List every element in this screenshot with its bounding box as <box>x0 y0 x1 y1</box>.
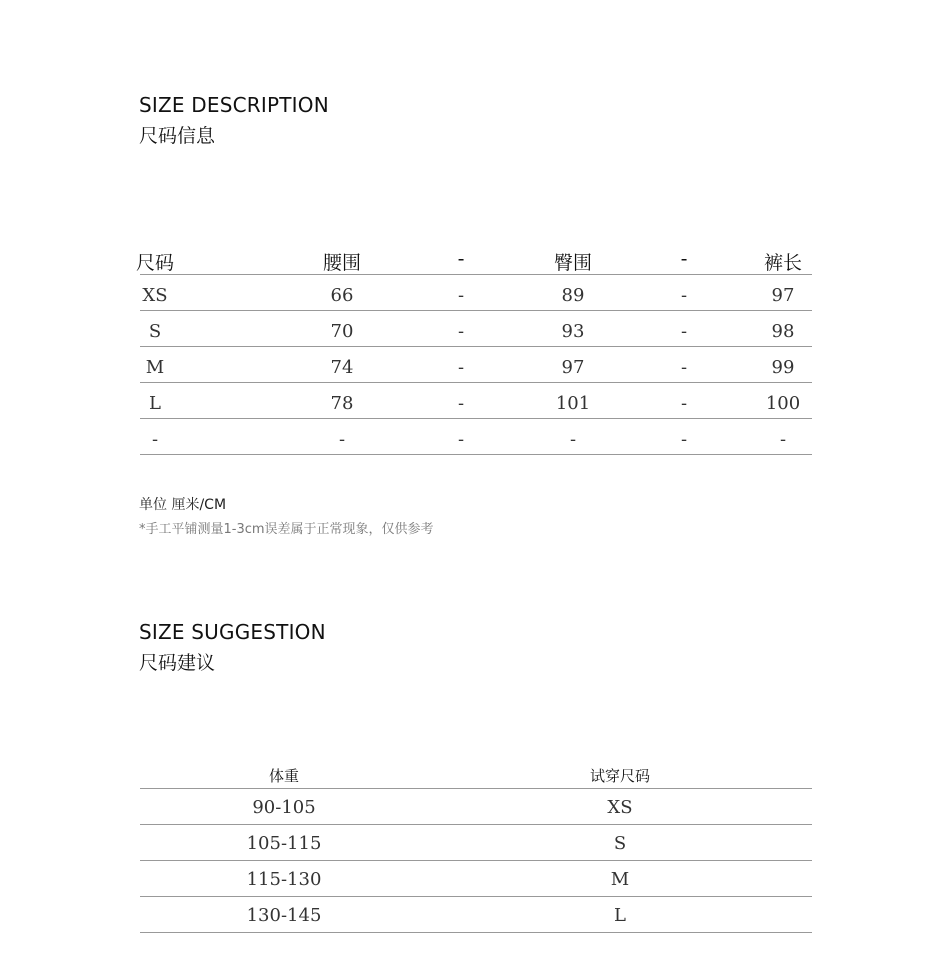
size-suggestion-title-cn: 尺码建议 <box>139 652 216 674</box>
waist-cell: - <box>338 429 346 450</box>
table-row <box>140 419 812 455</box>
hip-cell: 89 <box>561 285 585 306</box>
separator-cell: - <box>457 357 465 378</box>
size-description-title-en: SIZE DESCRIPTION <box>139 93 329 117</box>
weight-cell: 105-115 <box>246 833 322 854</box>
waist-cell: 74 <box>330 357 354 378</box>
header-separator: - <box>680 248 688 270</box>
separator-cell: - <box>457 429 465 450</box>
table-row <box>140 861 812 897</box>
size-description-table <box>136 244 812 455</box>
separator-cell: - <box>457 285 465 306</box>
hip-cell: 101 <box>555 393 591 414</box>
size-suggestion-table <box>140 760 812 933</box>
length-cell: 100 <box>765 393 801 414</box>
size-cell: XS <box>142 285 168 306</box>
separator-cell: - <box>457 393 465 414</box>
separator-cell: - <box>680 429 688 450</box>
separator-cell: - <box>680 321 688 342</box>
unit-label: 单位 厘米/CM <box>139 497 227 513</box>
header-size: 尺码 <box>136 252 175 274</box>
weight-cell: 130-145 <box>246 905 322 926</box>
length-cell: 98 <box>771 321 795 342</box>
table-row <box>140 825 812 861</box>
length-cell: 99 <box>771 357 795 378</box>
hip-cell: - <box>569 429 577 450</box>
table-header-row <box>140 760 812 789</box>
table-row <box>140 311 812 347</box>
fit-size-cell: XS <box>607 797 633 818</box>
waist-cell: 78 <box>330 393 354 414</box>
weight-cell: 90-105 <box>252 797 316 818</box>
waist-cell: 70 <box>330 321 354 342</box>
fit-size-cell: L <box>614 905 626 926</box>
header-waist: 腰围 <box>322 252 362 274</box>
size-cell: S <box>148 321 162 342</box>
hip-cell: 93 <box>561 321 585 342</box>
table-row <box>140 275 812 311</box>
table-row <box>140 789 812 825</box>
size-description-title-cn: 尺码信息 <box>139 125 216 147</box>
table-row <box>140 383 812 419</box>
header-hip: 臀围 <box>553 252 593 274</box>
size-suggestion-title-en: SIZE SUGGESTION <box>139 620 326 644</box>
header-length: 裤长 <box>763 252 803 274</box>
header-weight: 体重 <box>268 767 300 785</box>
size-cell: M <box>145 357 165 378</box>
table-row <box>140 897 812 933</box>
length-cell: - <box>779 429 787 450</box>
weight-cell: 115-130 <box>246 869 322 890</box>
fit-size-cell: S <box>613 833 627 854</box>
header-separator: - <box>457 248 465 270</box>
header-fit-size: 试穿尺码 <box>589 767 651 785</box>
separator-cell: - <box>457 321 465 342</box>
waist-cell: 66 <box>330 285 354 306</box>
hip-cell: 97 <box>561 357 585 378</box>
length-cell: 97 <box>771 285 795 306</box>
table-row <box>140 347 812 383</box>
fit-size-cell: M <box>610 869 630 890</box>
table-header-row <box>136 244 812 275</box>
separator-cell: - <box>680 357 688 378</box>
size-cell: L <box>149 393 161 414</box>
separator-cell: - <box>680 393 688 414</box>
measurement-note: *手工平铺测量1-3cm误差属于正常现象，仅供参考 <box>139 522 434 537</box>
separator-cell: - <box>680 285 688 306</box>
size-cell: - <box>151 429 159 450</box>
